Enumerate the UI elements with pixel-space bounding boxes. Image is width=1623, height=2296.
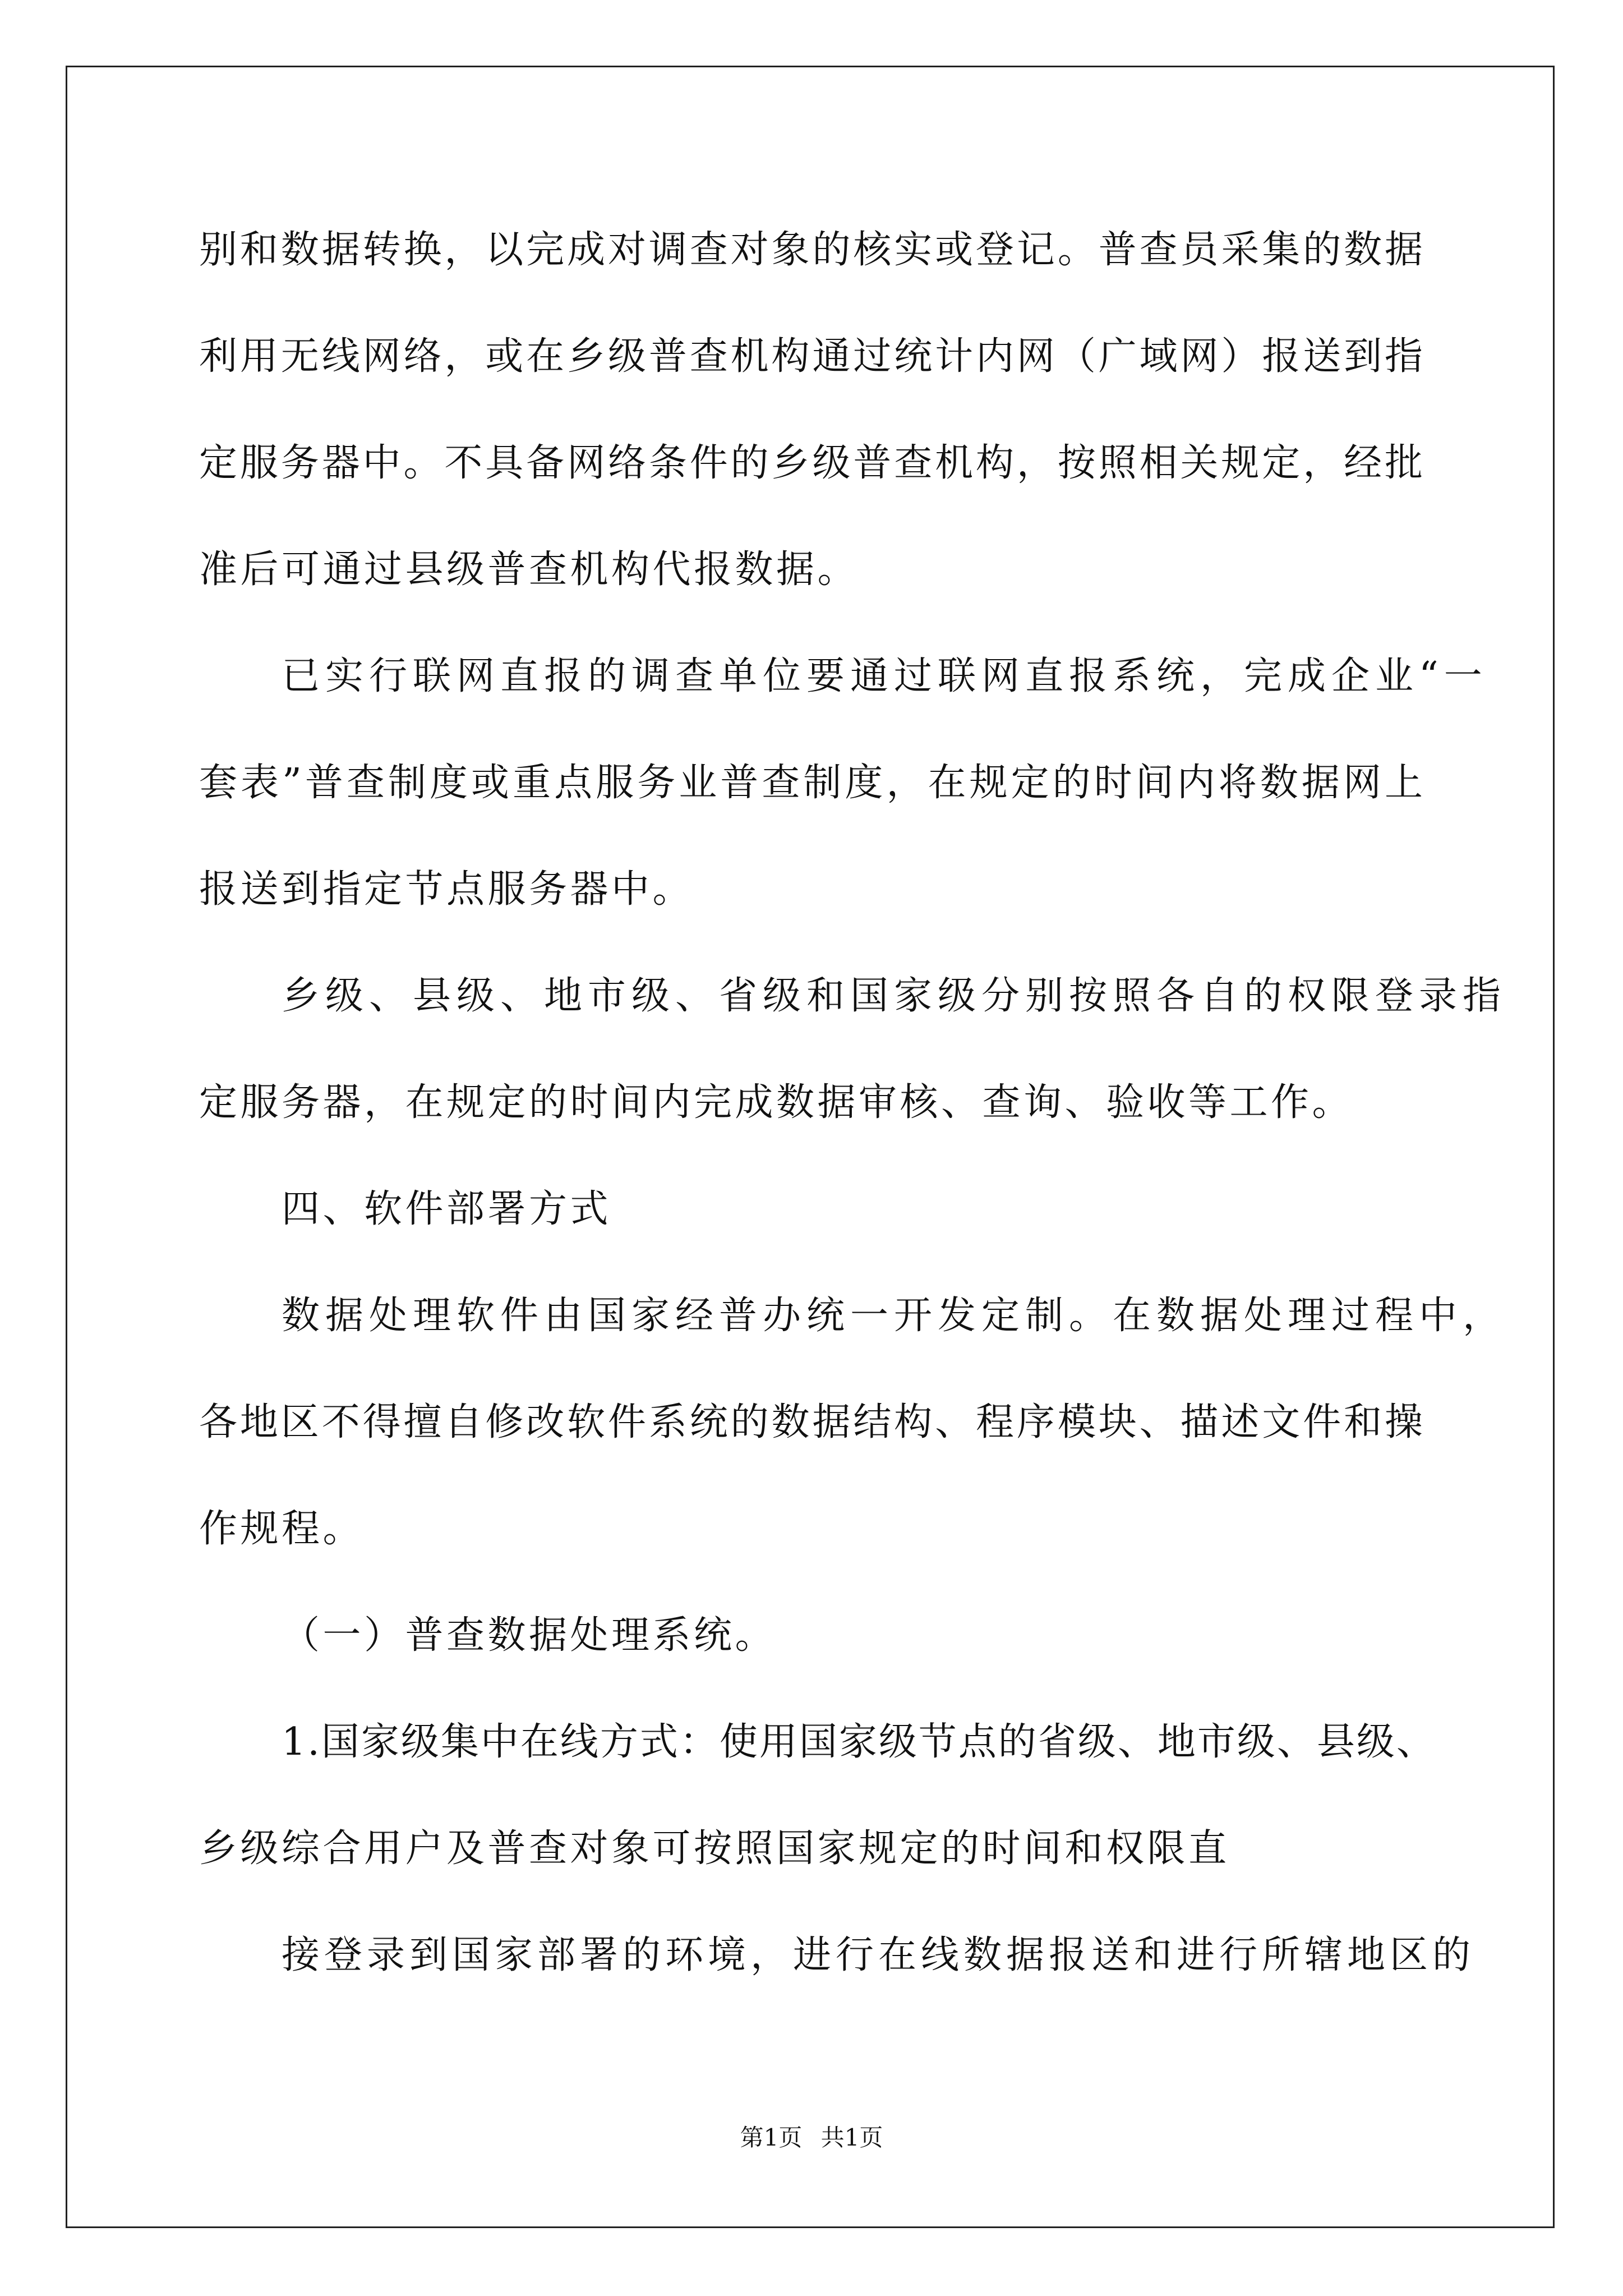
paragraph-first-line: 乡级、县级、地市级、省级和国家级分别按照各自的权限登录指 — [282, 974, 1507, 1018]
page-border — [66, 66, 1555, 2228]
paragraph-first-line: 1.国家级集中在线方式：使用国家级节点的省级、地市级、县级、 — [282, 1720, 1436, 1764]
body-text-line: 定服务器，在规定的时间内完成数据审核、查询、验收等工作。 — [199, 1080, 1354, 1125]
body-text-line: 准后可通过县级普查机构代报数据。 — [199, 547, 859, 592]
body-text-line: 各地区不得擅自修改软件系统的数据结构、程序模块、描述文件和操 — [199, 1400, 1423, 1444]
body-text-line: 乡级综合用户及普查对象可按照国家规定的时间和权限直 — [199, 1826, 1230, 1871]
paragraph-first-line: 已实行联网直报的调查单位要通过联网直报系统，完成企业“一 — [282, 654, 1488, 698]
body-text-line: 作规程。 — [199, 1507, 365, 1551]
paragraph-first-line: 数据处理软件由国家经普办统一开发定制。在数据处理过程中， — [282, 1294, 1507, 1338]
body-text-line: 定服务器中。不具备网络条件的乡级普查机构，按照相关规定，经批 — [199, 441, 1423, 485]
body-text-line: 别和数据转换，以完成对调查对象的核实或登记。普查员采集的数据 — [199, 228, 1423, 272]
body-text-line: 套表”普查制度或重点服务业普查制度，在规定的时间内将数据网上 — [199, 761, 1423, 805]
body-text-line: 利用无线网络，或在乡级普查机构通过统计内网（广域网）报送到指 — [199, 334, 1423, 379]
body-text-line: 报送到指定节点服务器中。 — [199, 867, 694, 912]
subsection-heading: （一）普查数据处理系统。 — [282, 1613, 777, 1658]
section-heading: 四、软件部署方式 — [282, 1187, 612, 1231]
page-number-footer: 第1页 共1页 — [740, 2124, 883, 2151]
paragraph-first-line: 接登录到国家部署的环境，进行在线数据报送和进行所辖地区的 — [282, 1933, 1476, 1977]
